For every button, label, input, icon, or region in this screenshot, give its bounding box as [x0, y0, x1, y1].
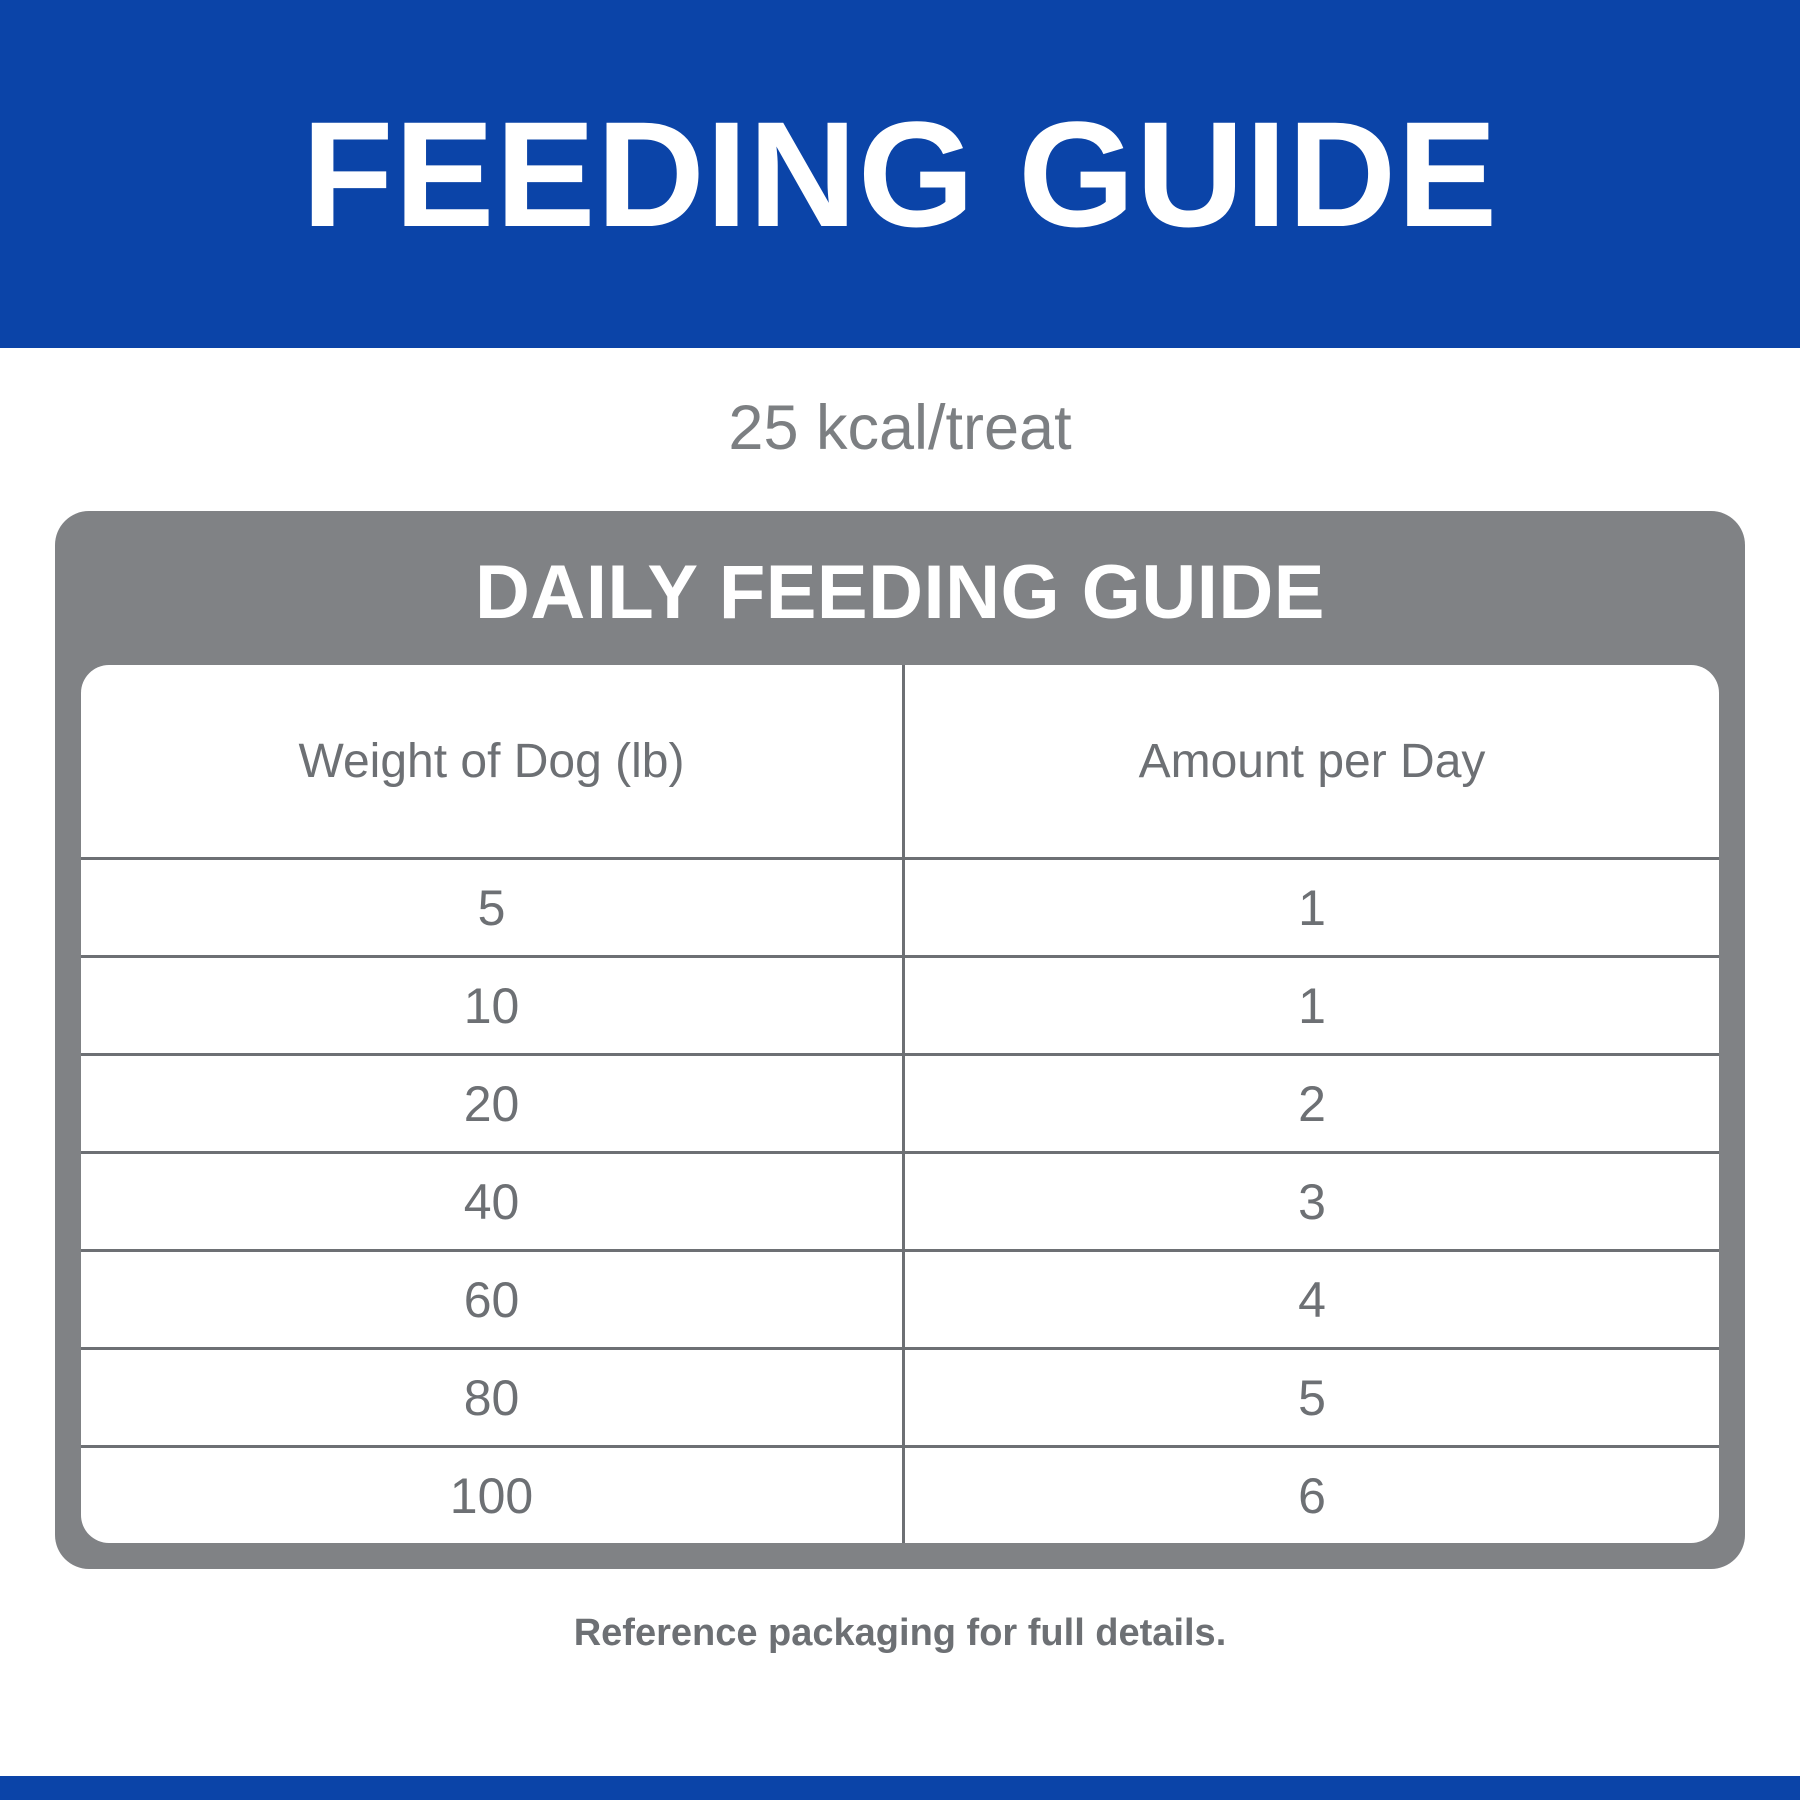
table-row: [81, 1251, 1719, 1349]
feeding-table: [81, 665, 1719, 1543]
cell-weight: 20: [81, 1055, 904, 1153]
header-banner: [0, 0, 1800, 348]
daily-feeding-guide-card: [55, 511, 1745, 1569]
cell-amount: 1: [904, 859, 1720, 957]
cell-amount: 5: [904, 1349, 1720, 1447]
cell-weight: 5: [81, 859, 904, 957]
table-row: [81, 1349, 1719, 1447]
cell-weight: 60: [81, 1251, 904, 1349]
table-row: [81, 957, 1719, 1055]
card-title: DAILY FEEDING GUIDE: [475, 550, 1325, 636]
feeding-table-container: [81, 665, 1719, 1543]
cell-amount: 6: [1298, 1467, 1326, 1524]
cell-weight: 40: [81, 1153, 904, 1251]
cell-weight: 80: [81, 1349, 904, 1447]
cell-amount: 3: [904, 1153, 1720, 1251]
cell-weight: 100: [81, 1447, 904, 1544]
footnote: Reference packaging for full details.: [573, 1612, 1227, 1655]
table-body: [81, 859, 1719, 1544]
table-row: [81, 1447, 1719, 1544]
cell-amount: 1: [904, 957, 1720, 1055]
content-area: [0, 348, 1800, 1776]
table-row: [81, 1055, 1719, 1153]
cell-amount: 2: [904, 1055, 1720, 1153]
column-header-amount: Amount per Day: [904, 665, 1720, 859]
footer-bar: [0, 1776, 1800, 1800]
calorie-note: 25 kcal/treat: [728, 393, 1072, 463]
table-row: [81, 1153, 1719, 1251]
table-header-row: [81, 665, 1719, 859]
cell-weight: 10: [81, 957, 904, 1055]
table-head: [81, 665, 1719, 859]
cell-amount: 4: [904, 1251, 1720, 1349]
column-header-weight: Weight of Dog (lb): [81, 665, 904, 859]
page-title: FEEDING GUIDE: [301, 90, 1499, 258]
table-row: [81, 859, 1719, 957]
